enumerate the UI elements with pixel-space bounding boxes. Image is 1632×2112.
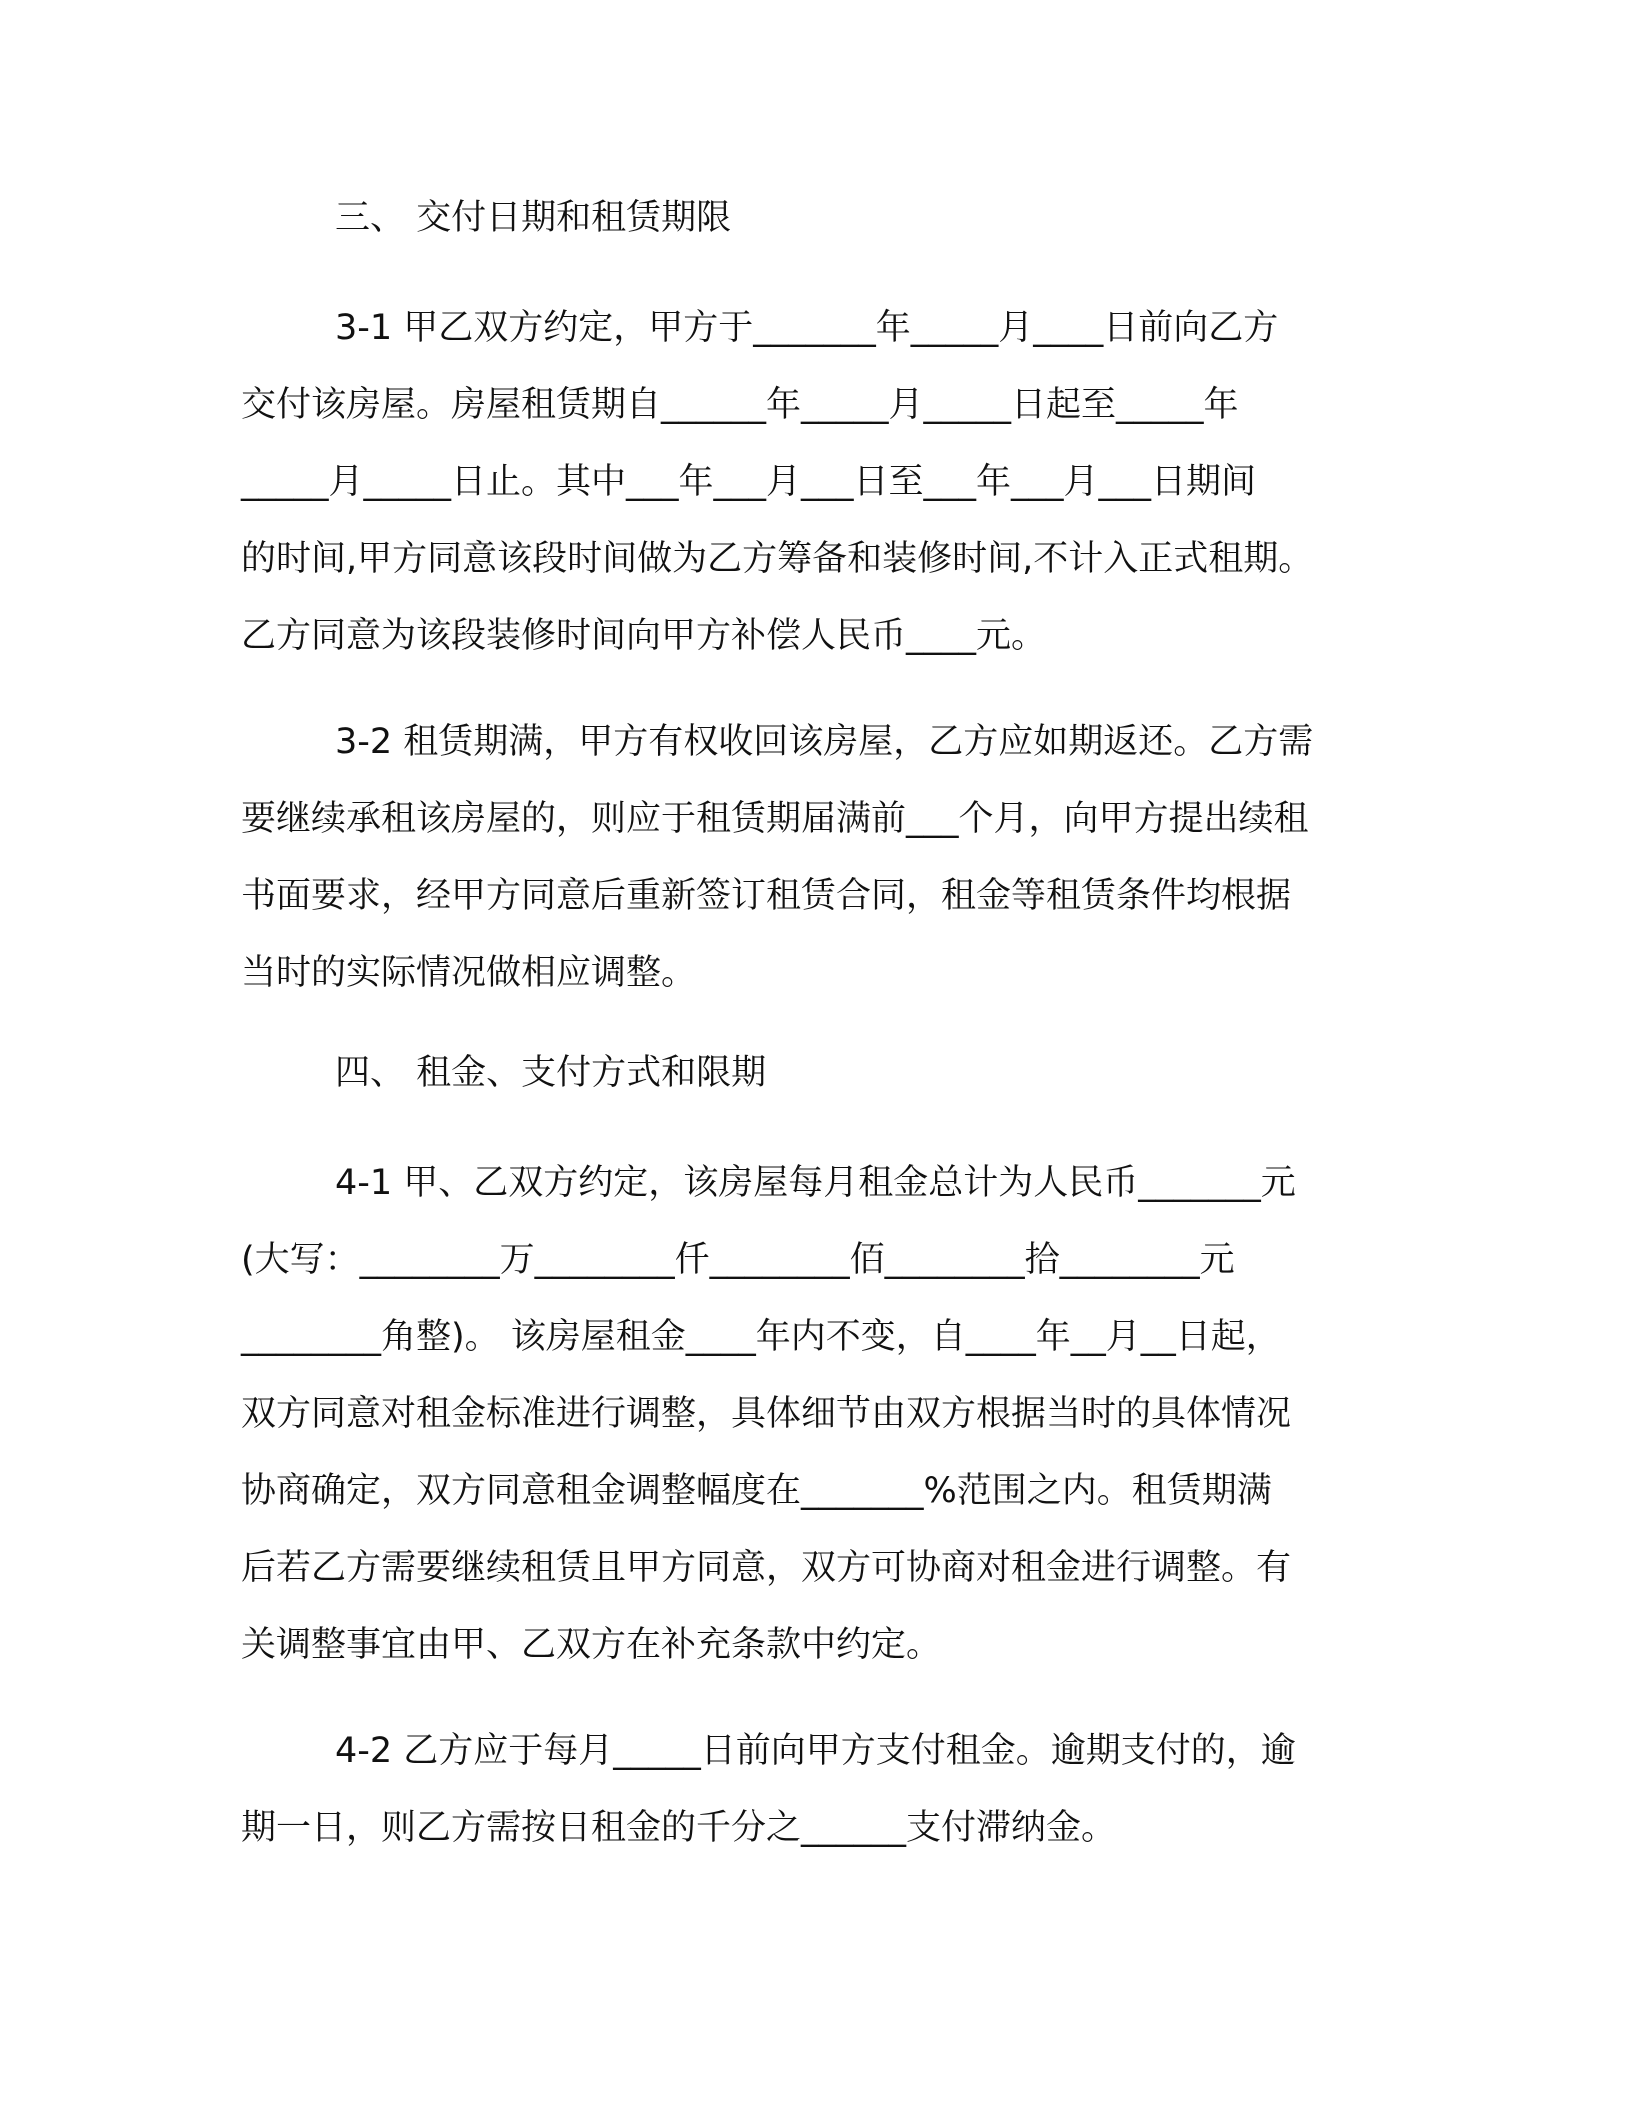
clause-line: ________角整)。 该房屋租金____年内不变，自____年__月__日起， bbox=[241, 1317, 1281, 1357]
clause-line: 交付该房屋。房屋租赁期自______年_____月_____日起至_____年 bbox=[241, 385, 1239, 425]
clause-line: 双方同意对租金标准进行调整，具体细节由双方根据当时的具体情况 bbox=[241, 1394, 1292, 1434]
section-heading: 三、 交付日期和租赁期限 bbox=[335, 198, 732, 238]
clause-line: 4-1 甲、乙双方约定，该房屋每月租金总计为人民币_______元 bbox=[335, 1163, 1296, 1203]
clause-3-1 bbox=[241, 290, 1391, 675]
clause-line: 书面要求，经甲方同意后重新签订租赁合同，租金等租赁条件均根据 bbox=[241, 876, 1292, 916]
clause-line: 当时的实际情况做相应调整。 bbox=[241, 953, 697, 993]
clause-line: 乙方同意为该段装修时间向甲方补偿人民币____元。 bbox=[241, 616, 1047, 656]
section-heading: 四、 租金、支付方式和限期 bbox=[335, 1053, 767, 1093]
clause-line: 关调整事宜由甲、乙双方在补充条款中约定。 bbox=[241, 1625, 942, 1665]
clause-line: _____月_____日止。其中___年___月___日至___年___月___日期间 bbox=[241, 462, 1257, 502]
clause-line: 3-1 甲乙双方约定，甲方于_______年_____月____日前向乙方 bbox=[335, 308, 1279, 348]
clause-line: 协商确定，双方同意租金调整幅度在_______%范围之内。租赁期满 bbox=[241, 1471, 1272, 1511]
clause-line: 的时间,甲方同意该段时间做为乙方筹备和装修时间,不计入正式租期。 bbox=[241, 539, 1314, 579]
clause-line: 期一日，则乙方需按日租金的千分之______支付滞纳金。 bbox=[241, 1808, 1117, 1848]
clause-3-2 bbox=[241, 704, 1391, 1012]
clause-4-1 bbox=[241, 1145, 1391, 1684]
clause-line: 4-2 乙方应于每月_____日前向甲方支付租金。逾期支付的，逾 bbox=[335, 1731, 1296, 1771]
document-page bbox=[241, 186, 1391, 1867]
section-3 bbox=[241, 186, 1391, 1041]
section-4 bbox=[241, 1041, 1391, 1867]
clause-4-2 bbox=[241, 1713, 1391, 1867]
clause-line: 3-2 租赁期满，甲方有权收回该房屋，乙方应如期返还。乙方需 bbox=[335, 722, 1314, 762]
clause-line: 要继续承租该房屋的，则应于租赁期届满前___个月，向甲方提出续租 bbox=[241, 799, 1309, 839]
clause-line: 后若乙方需要继续租赁且甲方同意，双方可协商对租金进行调整。有 bbox=[241, 1548, 1292, 1588]
clause-line: (大写：________万________仟________佰________拾________元 bbox=[241, 1240, 1235, 1280]
